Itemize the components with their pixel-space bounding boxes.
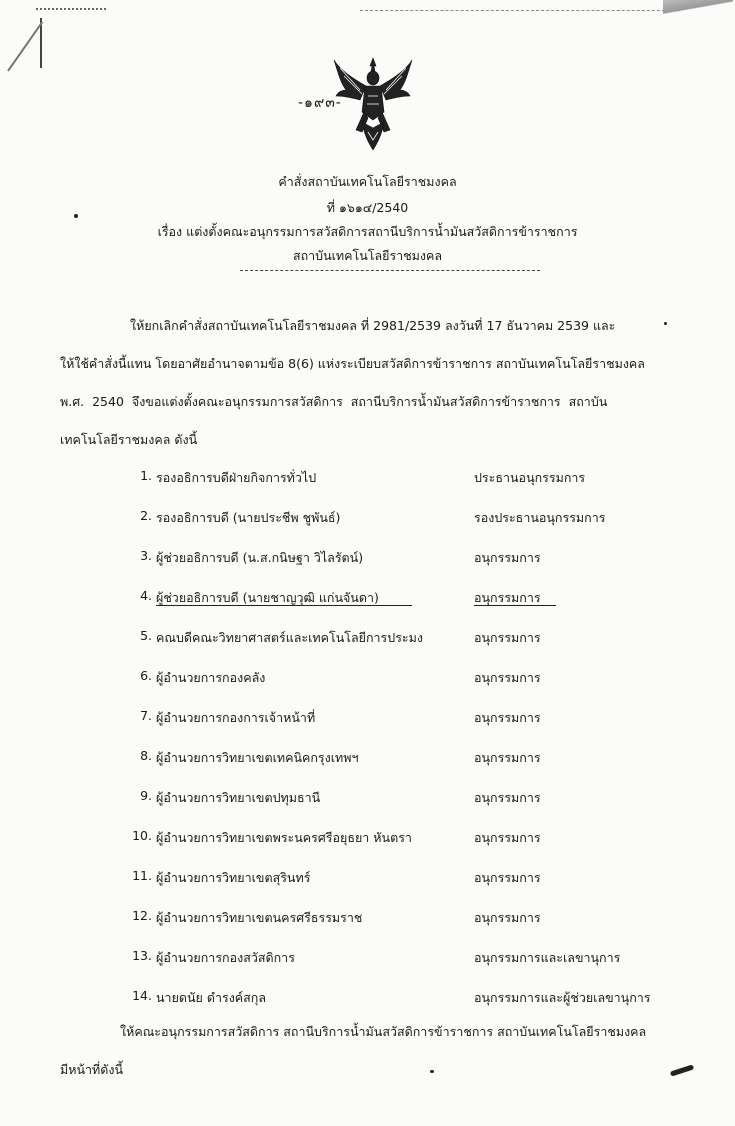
member-number: 11. [132,868,152,883]
page-number: -๑๙๓- [298,95,342,111]
member-role: อนุกรรมการ [474,550,541,565]
member-role: อนุกรรมการ [474,630,541,645]
list-item [0,628,735,648]
member-name: ผู้อำนวยการกองการเจ้าหน้าที่ [156,710,316,725]
member-number: 12. [132,908,152,923]
list-item [0,788,735,808]
member-number: 3. [140,548,152,563]
list-item [0,868,735,888]
member-role: อนุกรรมการ [474,790,541,805]
order-subject-institution: สถาบันเทคโนโลยีราชมงคล [292,248,443,263]
member-role: รองประธานอนุกรรมการ [474,510,606,525]
scan-artifact [36,8,106,12]
body-paragraph: ให้ยกเลิกคำสั่งสถาบันเทคโนโลยีราชมงคล ที่ 2981/2539 ลงวันที่ 17 ธันวาคม 2539 และ [130,318,616,333]
order-subject: เรื่อง แต่งตั้งคณะอนุกรรมการสวัสดิการสถานีบริการน้ำมันสวัสดิการข้าราชการ [157,224,578,239]
pen-mark [670,1064,694,1076]
body-paragraph: ให้ใช้คำสั่งนี้แทน โดยอาศัยอำนาจตามข้อ 8(6) แห่งระเบียบสวัสดิการข้าราชการ สถาบันเทคโนโลยีราชมงคล [60,356,645,371]
underline-mark [156,605,412,606]
scan-artifact [7,21,43,71]
order-number: ที่ ๑๖๑๔/2540 [326,200,409,215]
garuda-emblem-icon [332,56,414,152]
member-role: อนุกรรมการและเลขานุการ [474,950,621,965]
member-number: 9. [140,788,152,803]
member-name: ผู้ช่วยอธิการบดี (น.ส.กนิษฐา วิไลรัตน์) [156,550,364,565]
member-role: อนุกรรมการ [474,830,541,845]
member-role: อนุกรรมการ [474,870,541,885]
scan-speck [74,214,78,218]
member-name: ผู้อำนวยการกองคลัง [156,670,266,685]
member-name: ผู้อำนวยการวิทยาเขตพระนครศรีอยุธยา หันตรา [156,830,412,845]
header-divider [240,270,540,271]
member-name: คณบดีคณะวิทยาศาสตร์และเทคโนโลยีการประมง [156,630,423,645]
member-role: อนุกรรมการ [474,750,541,765]
member-number: 4. [140,588,152,603]
order-title: คำสั่งสถาบันเทคโนโลยีราชมงคล [278,174,457,189]
member-name: ผู้อำนวยการวิทยาเขตนครศรีธรรมราช [156,910,363,925]
member-number: 2. [140,508,152,523]
member-number: 8. [140,748,152,763]
list-item [0,508,735,528]
list-item [0,588,735,608]
member-role: อนุกรรมการ [474,910,541,925]
member-number: 13. [132,948,152,963]
member-name: ผู้อำนวยการกองสวัสดิการ [156,950,295,965]
member-number: 7. [140,708,152,723]
list-item [0,948,735,968]
member-role: อนุกรรมการ [474,670,541,685]
list-item [0,828,735,848]
list-item [0,468,735,488]
member-number: 5. [140,628,152,643]
body-paragraph: เทคโนโลยีราชมงคล ดังนี้ [60,432,198,447]
member-name: ผู้อำนวยการวิทยาเขตเทคนิคกรุงเทพฯ [156,750,359,765]
member-name: ผู้ช่วยอธิการบดี (นายชาญวุฒิ แก่นจันดา) [156,590,379,605]
member-number: 10. [132,828,152,843]
member-role: อนุกรรมการ [474,590,541,605]
member-name: ผู้อำนวยการวิทยาเขตสุรินทร์ [156,870,311,885]
member-number: 6. [140,668,152,683]
scan-artifact [360,10,680,11]
member-name: ผู้อำนวยการวิทยาเขตปทุมธานี [156,790,321,805]
member-number: 1. [140,468,152,483]
member-role: อนุกรรมการ [474,710,541,725]
member-name: นายดนัย ดำรงค์สกุล [156,990,267,1005]
member-role: อนุกรรมการและผู้ช่วยเลขานุการ [474,990,651,1005]
scan-speck [430,1070,434,1073]
underline-mark [474,605,556,606]
member-name: รองอธิการบดี (นายประชีพ ชูพันธ์) [156,510,341,525]
list-item [0,668,735,688]
scan-artifact [663,0,733,14]
closing-paragraph: ให้คณะอนุกรรมการสวัสดิการ สถานีบริการน้ำมันสวัสดิการข้าราชการ สถาบันเทคโนโลยีราชมงคล [120,1024,647,1039]
body-paragraph: พ.ศ. 2540 จึงขอแต่งตั้งคณะอนุกรรมการสวัสดิการ สถานีบริการน้ำมันสวัสดิการข้าราชการ สถาบัน [60,394,608,409]
list-item [0,548,735,568]
member-name: รองอธิการบดีฝ่ายกิจการทั่วไป [156,470,317,485]
list-item [0,908,735,928]
closing-paragraph: มีหน้าที่ดังนี้ [60,1062,124,1077]
list-item [0,708,735,728]
scan-speck [664,322,667,325]
list-item [0,748,735,768]
member-role: ประธานอนุกรรมการ [474,470,586,485]
member-number: 14. [132,988,152,1003]
list-item [0,988,735,1008]
